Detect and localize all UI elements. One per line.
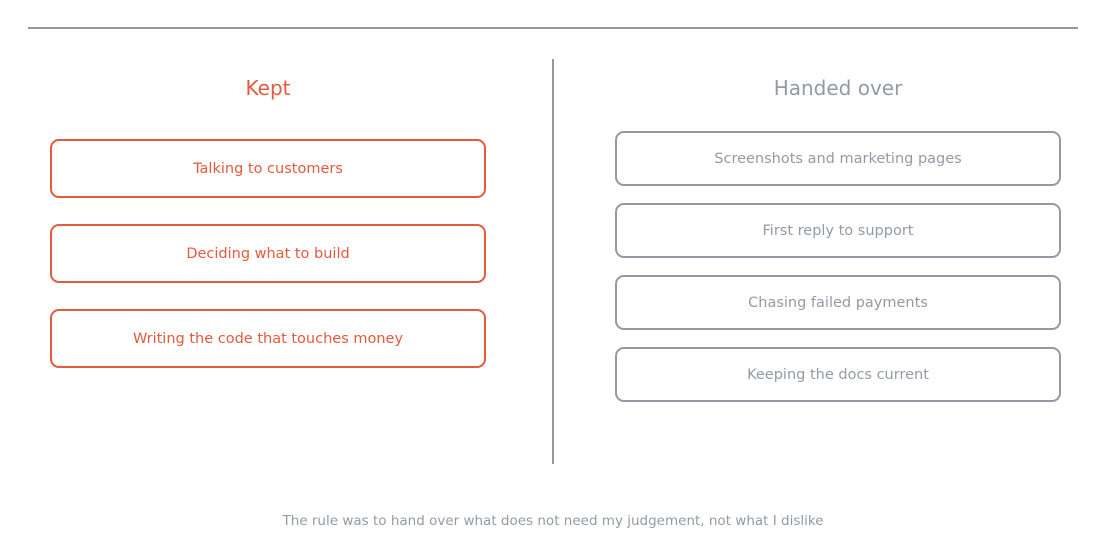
- top-rule: [28, 27, 1078, 29]
- kept-item-deciding-what-to-build: Deciding what to build: [50, 224, 486, 283]
- handed-item-screenshots-marketing: Screenshots and marketing pages: [615, 131, 1061, 186]
- caption: The rule was to hand over what does not need my judgement, not what I dislike: [282, 513, 824, 529]
- handed-item-chasing-failed-payments: Chasing failed payments: [615, 275, 1061, 330]
- kept-item-code-that-touches-money: Writing the code that touches money: [50, 309, 486, 368]
- handed-over-column-title: Handed over: [773, 76, 903, 100]
- kept-column-title: Kept: [245, 76, 291, 100]
- column-divider: [552, 59, 554, 464]
- handed-item-keeping-docs-current: Keeping the docs current: [615, 347, 1061, 402]
- handed-item-first-reply-support: First reply to support: [615, 203, 1061, 258]
- kept-item-talking-to-customers: Talking to customers: [50, 139, 486, 198]
